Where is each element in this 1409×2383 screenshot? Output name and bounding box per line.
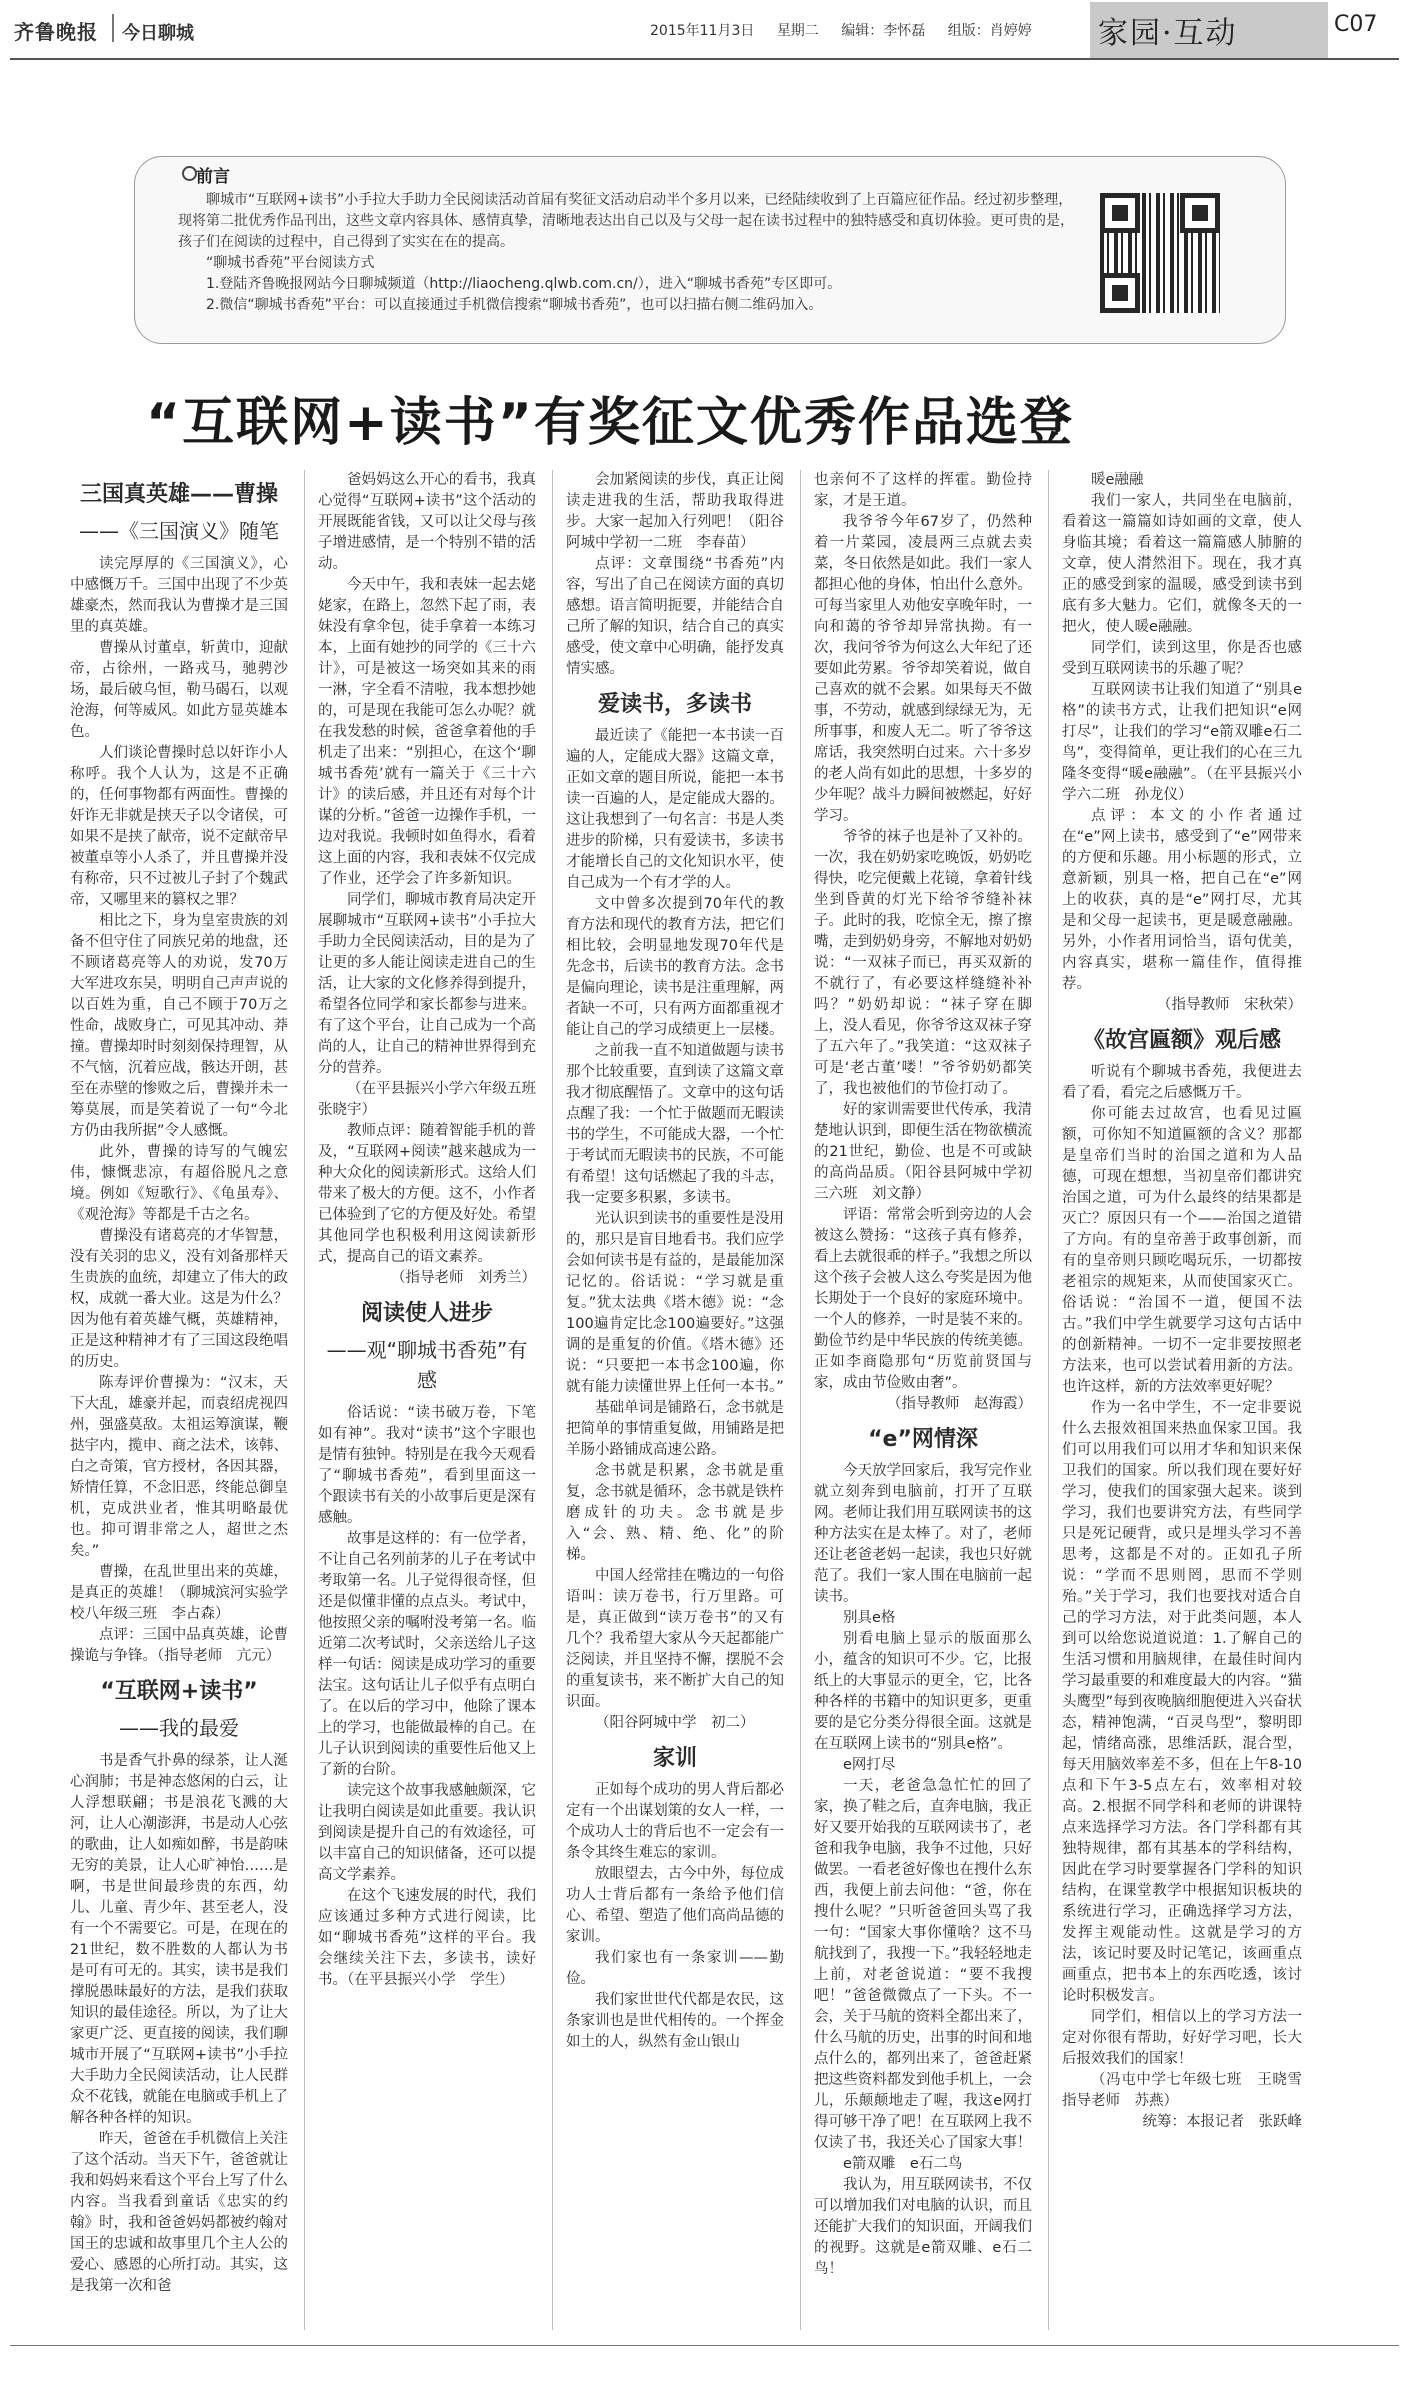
layout-credit: 组版：肖婷婷	[947, 23, 1032, 39]
paragraph: （指导教师 宋秋荣）	[1157, 997, 1302, 1013]
section-title: 家园·互动	[1098, 16, 1238, 51]
paragraph: 我们家也有一条家训——勤俭。	[566, 1950, 784, 1987]
paragraph: 作为一名中学生，不一定非要说什么去报效祖国来热血保家卫国。我们可以用我们可以用才华和知识来保卫我们的国家。所以我们现在要好好学习，使我们的国家强大起来。谈到学习，我们也要讲究方法，有些同学只是死记硬背，或只是埋头学习不善思考，这都是不对的。正如孔子所说：“学而不思则罔，思而不学则殆。”关于学习，我们也要找对适合自己的学习方法，对于此类问题，本人到可以给您说道说道：1.了解自己的生活习惯和用脑规律，在最佳时间内学习最重要的和难度最大的内容。“猫头鹰型”每到夜晚脑细胞便进入兴奋状态，精神饱满，“百灵鸟型”，黎明即起，情绪高涨，思维活跃，混合型，每天用脑效率差不多，但在上午8-10点和下午3-5点左右，效率相对较高。2.根据不同学科和老师的讲课特点来选择学习方法。各门学科都有其独特规律，都有其基本的学科结构，因此在学习时要掌握各门学科的知识结构，在课堂教学中根据知识板块的系统进行学习，正确选择学习方法，发挥主观能动性。这就是学习的方法，该记时要及时记笔记，该画重点画重点，把书本上的东西吃透，该讨论时积极发言。	[1062, 1400, 1302, 2004]
editor-credit: 编辑：李怀磊	[841, 23, 926, 39]
qr-code-icon	[1100, 193, 1220, 313]
bullet-circle-icon	[182, 166, 197, 181]
paragraph: 好的家训需要世代传承，我清楚地认识到，即便生活在物欲横流的21世纪，勤俭、也是不可或缺的高尚品质。（阳谷县阿城中学初三六班 刘文静）	[814, 1102, 1032, 1202]
section-subhead: 别具e格	[843, 1610, 896, 1626]
paragraph: 陈寿评价曹操为：“汉末，天下大乱，雄豪并起，而袁绍虎视四州，强盛莫敌。太祖运筹演谋，鞭挞宇内，揽申、商之法术，该韩、白之奇策，官方授材，各因其器，矫情任算，不念旧恶，终能总御皇机，克成洪业者，惟其明略最优也。抑可谓非常之人，超世之杰矣。”	[70, 1375, 288, 1559]
paragraph: 昨天，爸爸在手机微信上关注了这个活动。当天下午，爸爸就让我和妈妈来看这个平台上写了什么内容。当我看到童话《忠实的约翰》时，我和爸爸妈妈都被约翰对国王的忠诚和故事里几个主人公的爱心、感恩的心所打动。其实，这是我第一次和爸	[70, 2131, 288, 2294]
paragraph: 文中曾多次提到70年代的教育方法和现代的教育方法，把它们相比较，会明显地发现70年代是先念书，后读书的教育方法。念书是偏向理论，读书是注重理解，两者缺一不可，只有两方面都重视才能让自己的学习成绩更上一层楼。	[566, 896, 784, 1038]
preface-intro: 聊城市“互联网+读书”小手拉大手助力全民阅读活动首届有奖征文活动启动半个多月以来，已经陆续收到了上百篇应征作品。经过初步整理，现将第二批优秀作品刊出，这些文章内容具体、感情真挚，清晰地表达出自己以及与父母一起在读书过程中的独特感受和真切体验。更可贵的是，孩子们在阅读的过程中，自己得到了实实在在的提高。	[178, 192, 1074, 250]
paragraph: 俗话说：“读书破万卷，下笔如有神”。我对“读书”这个字眼也是情有独钟。特别是在我今天观看了“聊城书香苑”，看到里面这一个跟读书有关的小故事后更是深有感触。	[318, 1405, 536, 1526]
paragraph: 会加紧阅读的步伐，真正让阅读走进我的生活，帮助我取得进步。大家一起加入行列吧！（阳谷阿城中学初一二班 李春苗）	[566, 472, 784, 551]
paragraph: 点评：文章围绕“书香苑”内容，写出了自己在阅读方面的真切感想。语言简明扼要，并能结合自己所了解的知识，结合自己的真实感受，使文章中心明确，能抒发真情实感。	[566, 556, 784, 677]
paragraph: 我认为，用互联网读书，不仅可以增加我们对电脑的认识，而且还能扩大我们的知识面，开阔我们的视野。这就是e箭双雕、e石二鸟！	[814, 2177, 1032, 2277]
paragraph: 此外，曹操的诗写的气魄宏伟，慷慨悲凉，有超俗脱凡之意境。例如《短歌行》、《龟虽寿》、《观沧海》等都是千古之名。	[70, 1144, 288, 1223]
newspaper-edition: 今日聊城	[122, 23, 194, 44]
column-divider	[552, 470, 553, 2330]
paragraph: 最近读了《能把一本书读一百遍的人，定能成大器》这篇文章，正如文章的题目所说，能把一本书读一百遍的人，是定能成大器的。这让我想到了一句名言：书是人类进步的阶梯，只有爱读书，多读书才能增长自己的文化知识水平，使自己成为一个有才学的人。	[566, 728, 784, 891]
paragraph: 我们一家人，共同坐在电脑前，看着这一篇篇如诗如画的文章，使人身临其境；看着这一篇篇感人肺腑的文章，使人潸然泪下。现在，我才真正的感受到家的温暖，感受到读书到底有多大魅力。它们，就像冬天的一把火，使人暖e融融。	[1062, 493, 1302, 635]
qr-finder-icon	[1100, 193, 1140, 233]
paragraph: 爸妈妈这么开心的看书，我真心觉得“互联网+读书”这个活动的开展既能省钱，又可以让父母与孩子增进感情，是一个特别不错的活动。	[318, 472, 536, 572]
article-title: “互联网+读书”	[100, 1679, 258, 1704]
paragraph: 你可能去过故宫，也看见过匾额，可你知不知道匾额的含义？那都是皇帝们当时的治国之道和为人品德，可现在想想，当初皇帝们都讲究治国之道，可为什么最终的结果都是灭亡？原因只有一个——治国之道错了方向。有的皇帝善于政事创新，而有的皇帝则只顾吃喝玩乐，一切都按老祖宗的规矩来，从而使国家灭亡。俗话说：“治国不一道，便国不法古。”我们中学生就要学习这句古话中的创新精神。一切不一定非要按照老方法来，也可以尝试着用新的方法。也许这样，新的方法效率更好呢？	[1062, 1106, 1302, 1395]
preface-method-2: 2.微信“聊城书香苑”平台：可以直接通过手机微信搜索“聊城书香苑”，也可以扫描右侧二维码加入。	[206, 297, 823, 313]
paragraph: （在平县振兴小学六年级五班 张晓宇）	[318, 1081, 551, 1118]
preface-method-1: 1.登陆齐鲁晚报网站今日聊城频道（http://liaocheng.qlwb.com.cn/），进入“聊城书香苑”专区即可。	[206, 276, 842, 292]
paragraph: 读完这个故事我感触颇深，它让我明白阅读是如此重要。我认识到阅读是提升自己的有效途径，可以丰富自己的知识储备，还可以提高文学素养。	[318, 1783, 536, 1883]
paragraph: 书是香气扑鼻的绿茶，让人涎心润肺；书是神态悠闲的白云，让人浮想联翩；书是浪花飞溅的大河，让人心潮澎湃，书是动人心弦的歌曲，让人如痴如醉，书是韵味无穷的美景，让人心旷神怡……是啊，书是世间最珍贵的东西，幼儿、儿童、青少年、甚至老人，没有一个不需要它。可是，在现在的21世纪，数不胜数的人都认为书是可有可无的。其实，读书是我们撑脱愚昧最好的方法，是我们获取知识的最佳途径。所以，为了让大家更广泛、更直接的阅读，我们聊城市开展了“互联网+读书”小手拉大手助力全民阅读活动，让人民群众不花钱，就能在电脑或手机上了解各种各样的知识。	[70, 1753, 288, 2126]
paragraph: 之前我一直不知道做题与读书那个比较重要，直到读了这篇文章我才彻底醒悟了。文章中的这句话点醒了我：一个忙于做题而无暇读书的学生，不可能成大器，一个忙于考试而无暇读书的民族，不可能有希望！这句话燃起了我的斗志，我一定要多积累，多读书。	[566, 1043, 784, 1206]
paragraph: 评语：常常会听到旁边的人会被这么赞扬：“这孩子真有修养，看上去就很乖的样子。”我想之所以这个孩子会被人这么夸奖是因为他长期处于一个良好的家庭环境中。一个人的修养，一时是装不来的。勤俭节约是中华民族的传统美德。正如李商隐那句“历览前贤国与家，成由节俭败由奢”。	[814, 1207, 1032, 1391]
column-divider	[800, 470, 801, 2330]
paragraph: 点评：三国中品真英雄，论曹操诡与争锋。（指导老师 亢元）	[70, 1627, 288, 1664]
paragraph: 听说有个聊城书香苑，我便进去看了看，看完之后感慨万千。	[1062, 1064, 1302, 1101]
qr-finder-icon	[1180, 193, 1220, 233]
paragraph: 人们谈论曹操时总以奸诈小人称呼。我个人认为，这是不正确的，任何事物都有两面性。曹操的奸诈无非就是挟天子以令诸侯，可如果不是挟了献帝，说不定献帝早被董卓等小人杀了，并且曹操并没有称帝，只不过被儿子封了个魏武帝，又哪里来的篡权之罪？	[70, 745, 288, 908]
masthead	[0, 0, 1409, 58]
paragraph: 别看电脑上显示的版面那么小，蕴含的知识可不少。它，比报纸上的大事显示的更全，它，比各种各样的书籍中的知识更多，更重要的是它分类分得很全面。这就是在互联网上读书的“别具e格”。	[814, 1631, 1032, 1752]
paragraph: 同学们，读到这里，你是否也感受到互联网读书的乐趣了呢？	[1062, 640, 1302, 677]
paragraph: 我爷爷今年67岁了，仍然种着一片菜园，凌晨两三点就去卖菜，冬日依然是如此。我们一家人都担心他的身体，怕出什么意外。可每当家里人劝他安享晚年时，一向和蔼的爷爷却异常执拗。有一次，我问爷爷为何这么大年纪了还要如此劳累。爷爷却笑着说，做自己喜欢的就不会累。如果每天不做事，不劳动，就感到绿绿无为，无所事事，和废人无二。听了爷爷这席话，我突然明白过来。六十多岁的老人尚有如此的思想，十多岁的少年呢？战斗力瞬间被燃起，好好学习。	[814, 514, 1032, 824]
paragraph: 统筹：本报记者 张跃峰	[1142, 2114, 1302, 2130]
paragraph: 点评：本文的小作者通过在“e”网上读书，感受到了“e”网带来的方便和乐趣。用小标题的形式，立意新颖，别具一格，把自己在“e”网上的收获，真的是“e”网打尽，尤其是和父母一起读书，更是暖意融融。另外，小作者用词恰当，语句优美，内容真实，堪称一篇佳作，值得推荐。	[1062, 808, 1302, 992]
paragraph: 爷爷的袜子也是补了又补的。一次，我在奶奶家吃晚饭，奶奶吃得快，吃完便戴上花镜，拿着针线坐到昏黄的灯光下给爷爷缝补袜子。此时的我，吃惊全无，擦了擦嘴，走到奶奶身旁，不解地对奶奶说：“一双袜子而已，再买双新的不就行了，有必要这样缝缝补补吗？”奶奶却说：“袜子穿在脚上，没人看见，你爷爷这双袜子穿了五六年了。”我笑道：“这双袜子可是‘老古董’喽！”爷爷奶奶都笑了，我也被他们的节俭打动了。	[814, 829, 1032, 1097]
article-title: 三国真英雄——曹操	[79, 482, 278, 507]
paragraph: 故事是这样的：有一位学者，不让自己名列前茅的儿子在考试中考取第一名。儿子觉得很奇怪，但还是似懂非懂的点点头。考试中，他按照父亲的嘱咐没考第一名。临近第二次考试时，父亲送给儿子这样一句话：阅读是成功学习的重要法宝。这句话让儿子似乎有点明白了。在以后的学习中，他除了课本上的学习，也能做最棒的自己。在儿子认识到阅读的重要性后他又上了新的台阶。	[318, 1531, 536, 1778]
column-divider	[304, 470, 305, 2330]
column-divider	[1048, 470, 1049, 2330]
paragraph: 念书就是积累，念书就是重复，念书就是循环，念书就是铁杵磨成针的功夫。念书就是步入“会、熟、精、绝、化”的阶梯。	[566, 1463, 784, 1563]
paragraph: 互联网读书让我们知道了“别具e格”的读书方式，让我们把知识“e网打尽”，让我们的学习“e箭双雕e石二鸟”，变得简单，更让我们的心在三九隆冬变得“暖e融融”。（在平县振兴小学六二班 孙龙仪）	[1062, 682, 1302, 803]
paragraph: 我们家世世代代都是农民，这条家训也是世代相传的。一个挥金如土的人，纵然有金山银山	[566, 1992, 784, 2050]
paragraph: 曹操，在乱世里出来的英雄，是真正的英雄！（聊城滨河实验学校八年级三班 李占森）	[70, 1564, 288, 1622]
masthead-divider	[112, 14, 114, 42]
column-3	[566, 470, 784, 2335]
page-headline: “互联网+读书”有奖征文优秀作品选登	[146, 393, 1074, 453]
article-subtitle: ——观“聊城书香苑”有感	[326, 1338, 528, 1392]
article-title: “e”网情深	[868, 1427, 978, 1452]
article-title: 阅读使人进步	[360, 1301, 493, 1326]
newspaper-brand: 齐鲁晚报	[14, 20, 98, 44]
issue-weekday: 星期二	[776, 23, 819, 39]
section-subhead: e网打尽	[843, 1757, 896, 1773]
paragraph: 读完厚厚的《三国演义》，心中感慨万千。三国中出现了不少英雄豪杰，然而我认为曹操才是三国里的真英雄。	[70, 556, 288, 635]
preface-title: 前言	[196, 167, 230, 187]
paragraph: 教师点评：随着智能手机的普及，“互联网+阅读”越来越成为一种大众化的阅读新形式。这给人们带来了极大的方便。这不，小作者已体验到了它的方便及好处。希望其他同学也积极利用这阅读新形式，提高自己的语文素养。	[318, 1123, 536, 1265]
column-2	[318, 470, 551, 2335]
paragraph: 也亲何不了这样的挥霍。勤俭持家，才是王道。	[814, 472, 1032, 509]
paragraph: 相比之下，身为皇室贵族的刘备不但守住了同族兄弟的地盘，还不顾诸葛亮等人的劝说，发70万大军进攻东吴，明明自己声声说的以百姓为重，自己不顾于70万之性命，战败身亡，可见其冲动、莽撞。曹操却时时刻刻保持理智，从不气恼，沉着应战，骸达开朗，甚至在赤壁的惨败之后，曹操并未一筹莫展，而是笑着说了一句“今北方仍由我所据”令人感慨。	[70, 913, 288, 1139]
preface-method-heading: “聊城书香苑”平台阅读方式	[206, 255, 375, 271]
paragraph: （指导老师 刘秀兰）	[391, 1270, 536, 1286]
column-4	[814, 470, 1032, 2335]
masthead-info	[650, 20, 1050, 40]
section-subhead: e箭双雕 e石二鸟	[843, 2156, 963, 2172]
paragraph: （阳谷阿城中学 初二）	[595, 1715, 755, 1731]
paragraph: 同学们，聊城市教育局决定开展聊城市“互联网+读书”小手拉大手助力全民阅读活动，目的是为了让更的多人能让阅读走进自己的生活，让大家的文化修养得到提升，希望各位同学和家长都参与进来。有了这个平台，让自己成为一个高尚的人，让自己的精神世界得到充分的营养。	[318, 892, 536, 1076]
paragraph: 光认识到读书的重要性是没用的，那只是盲目地看书。我们应学会如何读书是有益的，是最能加深记忆的。俗话说：“学习就是重复。”犹太法典《塔木德》说：“念100遍肯定比念100遍要好。”这强调的是重复的价值。《塔木德》还说：“只要把一本书念100遍，你就有能力读懂世界上任何一本书。”	[566, 1211, 784, 1395]
paragraph: 正如每个成功的男人背后都必定有一个出谋划策的女人一样，一个成功人士的背后也不一定会有一条令其终生难忘的家训。	[566, 1782, 784, 1861]
paragraph: 今天中午，我和表妹一起去姥姥家，在路上，忽然下起了雨，表妹没有拿伞包，徒手拿着一本练习本，上面有她抄的同学的《三十六计》，可是被这一场突如其来的雨一淋，字全看不清啦，我本想抄她的，可是现在我能可怎么办呢？就在我发愁的时候，爸爸拿着他的手机走了出来：“别担心，在这个‘聊城书香苑’就有一篇关于《三十六计》的读后感，并且还有对每个计谋的分析。”爸爸一边操作手机，一边对我说。我顿时如鱼得水，看着这上面的内容，我和表妹不仅完成了作业，还学会了许多新知识。	[318, 577, 536, 887]
preface-body	[178, 190, 1076, 316]
article-subtitle: ——我的最爱	[119, 1716, 239, 1740]
issue-date: 2015年11月3日	[650, 23, 755, 39]
paragraph: 中国人经常挂在嘴边的一句俗语叫：读万卷书，行万里路。可是，真正做到“读万卷书”的又有几个？我希望大家从今天起都能广泛阅读，并且坚持不懈，摆脱不会的重复读书，来不断扩大自己的知识面。	[566, 1568, 784, 1710]
paragraph: （冯屯中学七年级七班 王晓雪 指导老师 苏燕）	[1062, 2072, 1317, 2109]
header-rule	[10, 58, 1399, 60]
paragraph: 放眼望去，古今中外，每位成功人士背后都有一条给予他们信心、希望、塑造了他们高尚品德的家训。	[566, 1866, 784, 1945]
article-subtitle: ——《三国演义》随笔	[79, 519, 279, 543]
column-1	[70, 470, 288, 2335]
column-5	[1062, 470, 1317, 2335]
footer-rule	[10, 2345, 1399, 2346]
paragraph: 同学们，相信以上的学习方法一定对你很有帮助，好好学习吧，长大后报效我们的国家！	[1062, 2009, 1302, 2067]
paragraph: 基础单词是铺路石，念书就是把简单的事情重复做，用铺路是把羊肠小路铺成高速公路。	[566, 1400, 784, 1458]
article-title: 爱读书，多读书	[597, 692, 752, 717]
article-title: 家训	[652, 1746, 697, 1771]
paragraph: （指导教师 赵海霞）	[887, 1396, 1032, 1412]
paragraph: 一天，老爸急急忙忙的回了家，换了鞋之后，直奔电脑，我正好又要开始我的互联网读书了，老爸和我争电脑，我争不过他，只好做罢。一看老爸好像也在搜什么东西，我便上前去问他：“爸，你在搜什么呢？”只听爸爸回头骂了我一句：“国家大事你懂啥？这不马航找到了，我搜一下。”我轻轻地走上前，对老爸说道：“要不我搜吧！”爸爸微微点了一下头。不一会，关于马航的资料全都出来了，什么马航的历史，出事的时间和地点什么的，都列出来了，爸爸赶紧把这些资料都发到他手机上，一会儿，乐颠颠地走了喔，我这e网打得可够干净了吧！在互联网上我不仅读了书，我还关心了国家大事！	[814, 1778, 1032, 2151]
section-subhead: 暖e融融	[1091, 472, 1144, 488]
paragraph: 在这个飞速发展的时代，我们应该通过多种方式进行阅读，比如“聊城书香苑”这样的平台。我会继续关注下去，多读书，读好书。（在平县振兴小学 学生）	[318, 1888, 536, 1988]
paragraph: 曹操没有诸葛亮的才华智慧，没有关羽的忠义，没有刘备那样天生贵族的血统，却建立了伟大的政权，成就一番大业。这是为什么？因为他有着英雄气概，英雄精神，正是这种精神才有了三国这段绝唱的历史。	[70, 1228, 288, 1370]
page-number: C07	[1334, 12, 1378, 37]
paragraph: 曹操从讨董卓，斩黄巾，迎献帝，占徐州，一路戎马，驰骋沙场，最后破乌恒，勒马碣石，以观沧海，何等威风。如此方显英雄本色。	[70, 640, 288, 740]
paragraph: 今天放学回家后，我写完作业就立刻奔到电脑前，打开了互联网。老师让我们用互联网读书的这种方法实在是太棒了。对了，老师还让老爸老妈一起读，我也只好就范了。我们一家人围在电脑前一起读书。	[814, 1463, 1032, 1605]
article-title: 《故宫匾额》观后感	[1082, 1028, 1281, 1053]
qr-finder-icon	[1100, 273, 1140, 313]
